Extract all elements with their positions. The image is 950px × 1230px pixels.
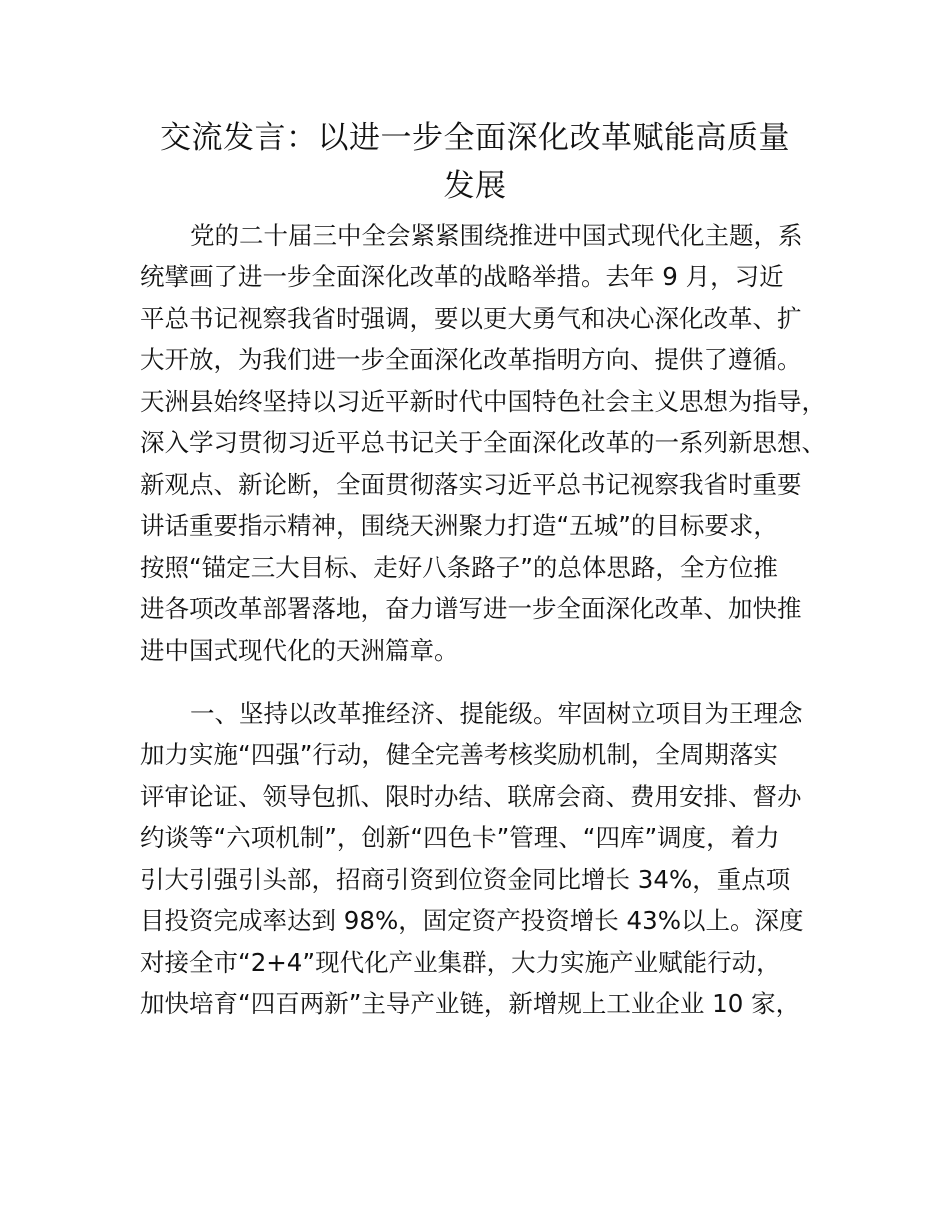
paragraph-1-line: 统擘画了进一步全面深化改革的战略举措。去年 9 月，习近 <box>140 262 784 291</box>
paragraph-2-line: 目投资完成率达到 98%，固定资产投资增长 43%以上。深度 <box>140 906 804 935</box>
paragraph-1-line: 进各项改革部署落地，奋力谱写进一步全面深化改革、加快推 <box>140 594 802 623</box>
paragraph-2-line: 一、坚持以改革推经济、提能级。牢固树立项目为王理念 <box>190 699 803 728</box>
paragraph-2-line: 对接全市“2+4”现代化产业集群，大力实施产业赋能行动， <box>140 948 781 977</box>
paragraph-2-line: 约谈等“六项机制”，创新“四色卡”管理、“四库”调度，着力 <box>140 823 780 852</box>
paragraph-1-line: 深入学习贯彻习近平总书记关于全面深化改革的一系列新思想、 <box>140 428 826 457</box>
paragraph-1-line: 新观点、新论断，全面贯彻落实习近平总书记视察我省时重要 <box>140 470 802 499</box>
paragraph-1-line: 讲话重要指示精神，围绕天洲聚力打造“五城”的目标要求， <box>140 511 778 540</box>
paragraph-1-line: 大开放，为我们进一步全面深化改革指明方向、提供了遵循。 <box>140 345 802 374</box>
document-title <box>140 114 810 210</box>
paragraph-1-line: 党的二十届三中全会紧紧围绕推进中国式现代化主题，系 <box>190 221 803 250</box>
paragraph-1-line: 天洲县始终坚持以习近平新时代中国特色社会主义思想为指导， <box>140 387 826 416</box>
paragraph-2-line: 加快培育“四百两新”主导产业链，新增规上工业企业 10 家， <box>140 989 801 1018</box>
paragraph-1-line: 平总书记视察我省时强调，要以更大勇气和决心深化改革、扩 <box>140 304 802 333</box>
title-line-1: 交流发言：以进一步全面深化改革赋能高质量 <box>160 120 790 156</box>
paragraph-1-line: 按照“锚定三大目标、走好八条路子”的总体思路，全方位推 <box>140 553 778 582</box>
paragraph-2-line: 加力实施“四强”行动，健全完善考核奖励机制，全周期落实 <box>140 740 778 769</box>
paragraph-2-line: 引大引强引头部，招商引资到位资金同比增长 34%，重点项 <box>140 865 791 894</box>
paragraph-2-line: 评审论证、领导包抓、限时办结、联席会商、费用安排、督办 <box>140 782 802 811</box>
paragraph-1-line: 进中国式现代化的天洲篇章。 <box>140 636 459 665</box>
title-line-2: 发展 <box>443 168 507 204</box>
